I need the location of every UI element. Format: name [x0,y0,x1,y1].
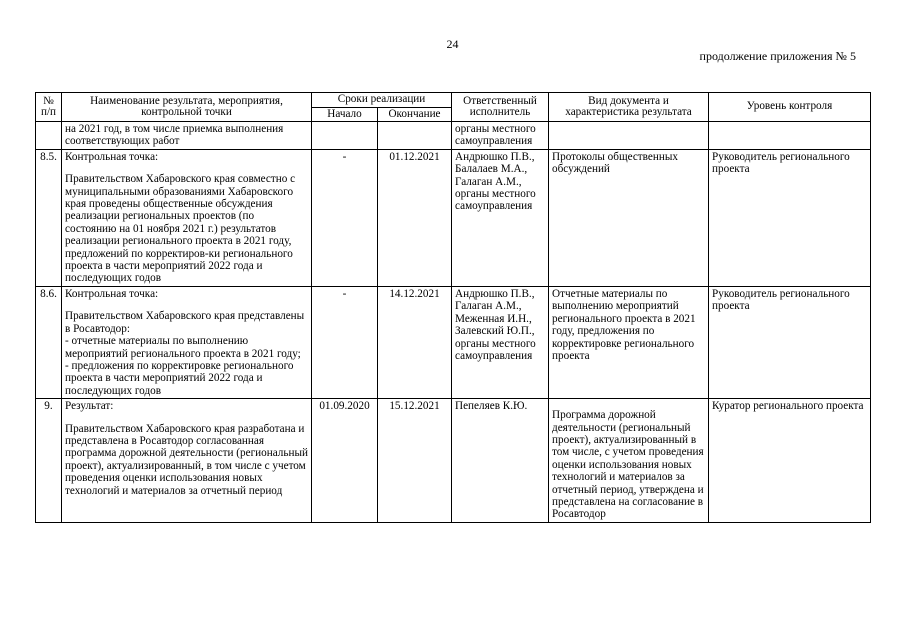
row-start [312,122,378,150]
row-control [709,122,871,150]
continuation-note: продолжение приложения № 5 [699,49,856,63]
table-row [36,122,871,150]
row-body: Правительством Хабаровского края совместно с муниципальными образованиями Хабаровского края проведены общественные обсуждения реализации региональных проектов (по состоянию на 01 ноября 2021 г.) результатов реализации регионального проекта в 2021 году, предложений по корректиров-ки регионального проекта в части мероприятий 2022 года и последующих годов [65,173,296,285]
row-num: 8.6. [36,286,62,398]
row-start: 01.09.2020 [312,399,378,523]
row-num: 9. [36,399,62,523]
plan-table [35,92,871,523]
header-responsible: Ответственный исполнитель [452,93,549,122]
row-name [62,286,312,398]
row-title: Контрольная точка: [65,150,159,163]
row-name [62,399,312,523]
header-terms: Сроки реализации [312,93,452,108]
row-doc: Протоколы общественных обсуждений [549,149,709,286]
header-control: Уровень контроля [709,93,871,122]
row-num: 8.5. [36,149,62,286]
table-row [36,286,871,398]
header-num: № п/п [36,93,62,122]
row-control: Руководитель регионального проекта [709,149,871,286]
row-control: Руководитель регионального проекта [709,286,871,398]
row-doc [549,122,709,150]
row-end: 14.12.2021 [378,286,452,398]
row-doc: Отчетные материалы по выполнению мероприятий регионального проекта в 2021 году, предложения по корректировке регионального проекта [549,286,709,398]
row-name [62,149,312,286]
header-start: Начало [312,107,378,122]
row-responsible: Андрюшко П.В., Галаган А.М., Меженная И.Н., Залевский Ю.П., органы местного самоуправления [452,286,549,398]
row-control: Куратор регионального проекта [709,399,871,523]
row-title: на 2021 год, в том числе приемка выполнения соответствующих работ [65,123,284,148]
row-responsible: Пепеляев К.Ю. [452,399,549,523]
row-title: Результат: [65,400,114,413]
row-end: 15.12.2021 [378,399,452,523]
row-end [378,122,452,150]
row-start: - [312,149,378,286]
row-responsible: органы местного самоуправления [452,122,549,150]
row-num [36,122,62,150]
row-title: Контрольная точка: [65,287,159,300]
table-row [36,399,871,523]
row-body: Правительством Хабаровского края представлены в Росавтодор: - отчетные материалы по выполнению мероприятий регионального проекта в 2021 году; - предложения по корректировке регионального проекта в части мероприятий 2022 года и последующих годов [65,310,305,397]
header-end: Окончание [378,107,452,122]
header-doc: Вид документа и характеристика результата [549,93,709,122]
row-responsible: Андрюшко П.В., Балалаев М.А., Галаган А.М., органы местного самоуправления [452,149,549,286]
page-number: 24 [446,37,459,51]
table-row [36,149,871,286]
row-start: - [312,286,378,398]
row-name [62,122,312,150]
row-end: 01.12.2021 [378,149,452,286]
row-doc: Программа дорожной деятельности (региональный проект), актуализированный в том числе, с учетом проведения оценки использования новых технологий и материалов за отчетный период, утверждена и представлена на согласование в Росавтодор [549,399,709,523]
header-name: Наименование результата, мероприятия, контрольной точки [62,93,312,122]
row-body: Правительством Хабаровского края разработана и представлена в Росавтодор согласованная программа дорожной деятельности (региональный проект), актуализированный, в том числе с учетом проведения оценки использования новых технологий и материалов за отчетный период [65,422,308,497]
